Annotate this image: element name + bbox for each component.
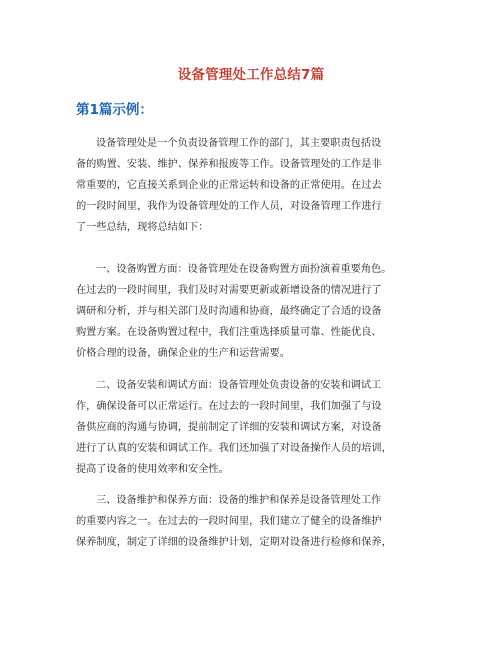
section-heading: 第1篇示例：	[76, 102, 153, 118]
paragraph-intro	[76, 133, 436, 238]
paragraph-line: 的一段时间里，我作为设备管理处的工作人员，对设备管理工作进行	[76, 201, 382, 212]
paragraph-line: 提高了设备的使用效率和安全性。	[76, 464, 229, 475]
paragraph-line: 三、设备维护和保养方面：设备的维护和保养是设备管理处工作	[96, 495, 382, 506]
paragraph-line: 常重要的，它直接关系到企业的正常运转和设备的正常使用。在过去	[76, 180, 382, 191]
paragraph-procurement	[76, 259, 436, 364]
paragraph-line: 备供应商的沟通与协调，提前制定了详细的安装和调试方案，对设备	[76, 422, 382, 433]
paragraph-line: 备的购置、安装、维护、保养和报废等工作。设备管理处的工作是非	[76, 159, 382, 170]
paragraph-line: 调研和分析，并与相关部门及时沟通和协商，最终确定了合适的设备	[76, 306, 382, 317]
paragraph-line: 作，确保设备可以正常运行。在过去的一段时间里，我们加强了与设	[76, 401, 382, 412]
paragraph-line: 二、设备安装和调试方面：设备管理处负责设备的安装和调试工	[96, 380, 382, 391]
paragraph-line: 的重要内容之一。在过去的一段时间里，我们建立了健全的设备维护	[76, 516, 382, 527]
paragraph-maintenance	[76, 490, 436, 553]
paragraph-line: 在过去的一段时间里，我们及时对需要更新或新增设备的情况进行了	[76, 285, 382, 296]
paragraph-line: 设备管理处是一个负责设备管理工作的部门，其主要职责包括设	[96, 138, 382, 149]
paragraph-line: 了一些总结，现将总结如下：	[76, 222, 209, 233]
document-title: 设备管理处工作总结7篇	[177, 67, 325, 83]
paragraph-line: 一、设备购置方面：设备管理处在设备购置方面扮演着重要角色。	[96, 264, 392, 275]
paragraph-line: 保养制度，制定了详细的设备维护计划，定期对设备进行检修和保养，	[76, 537, 392, 548]
paragraph-line: 购置方案。在设备购置过程中，我们注重选择质量可靠、性能优良、	[76, 327, 382, 338]
paragraph-line: 进行了认真的安装和调试工作。我们还加强了对设备操作人员的培训，	[76, 443, 392, 454]
paragraph-line: 价格合理的设备，确保企业的生产和运营需要。	[76, 348, 290, 359]
paragraph-installation	[76, 375, 436, 480]
